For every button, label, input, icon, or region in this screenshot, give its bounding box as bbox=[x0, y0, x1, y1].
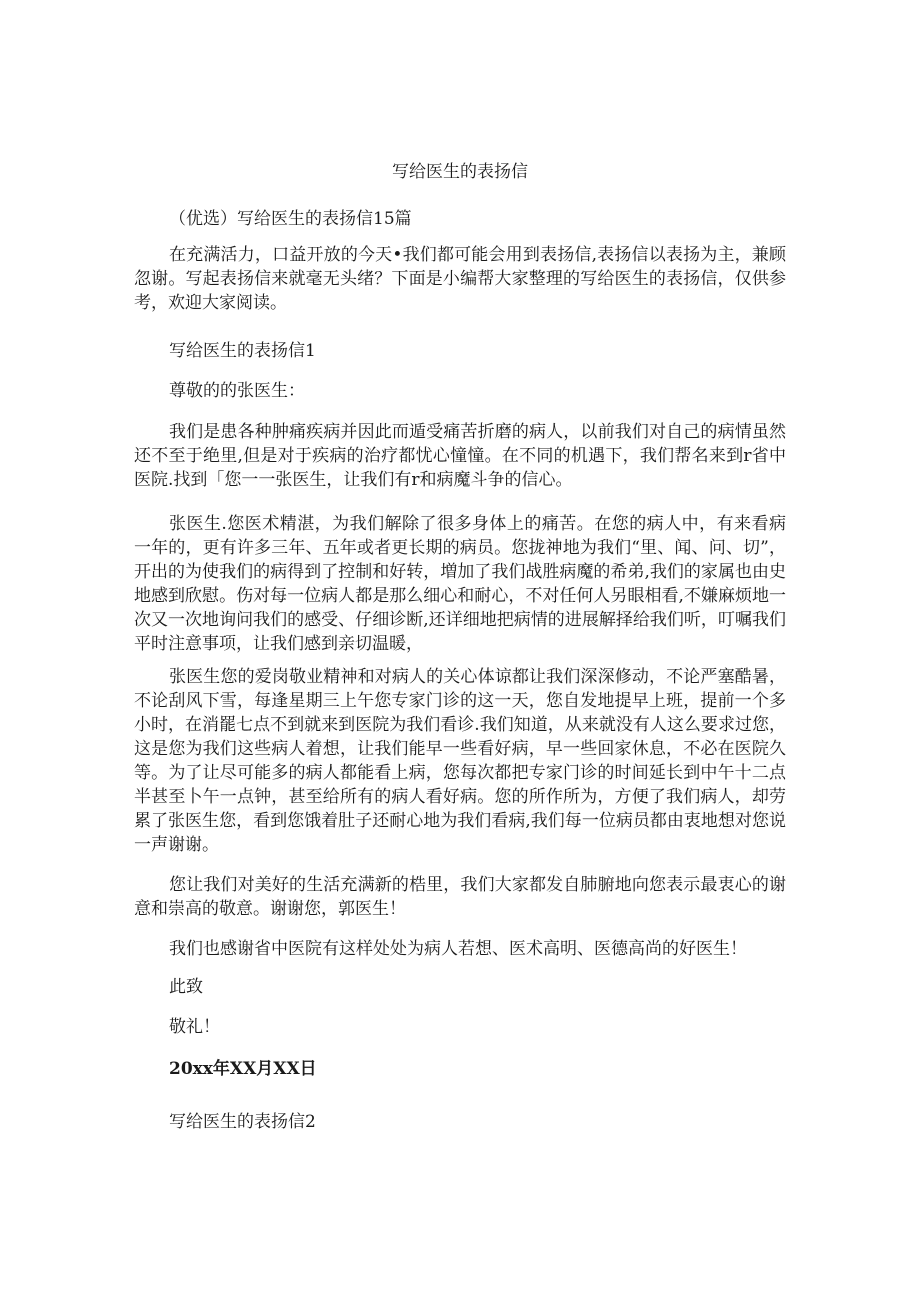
letter-1-regards: 敬礼！ bbox=[169, 1017, 220, 1037]
letter-1-salutation: 尊敬的的张医生： bbox=[169, 381, 305, 401]
letter-1-paragraph-2: 张医生.您医术精湛，为我们解除了很多身体上的痛苦。在您的病人中，有来看病一年的，更有许多三年、五年或者更长期的病员。您拢神地为我们“里、闻、问、切”，开出的为使我们的病得到了控制和好转，増加了我们战胜病魔的希弟,我们的家属也由史地感到欣慰。伤对每一位病人都是那么细心和耐心，不对任何人另眼相看,不嫌麻烦地一次又一次地询问我们的感受、仔细诊断,还详细地把病情的进展解择给我们听，叮嘱我们平时注意事项，让我们感到亲切温暖， bbox=[134, 514, 786, 654]
letter-1-paragraph-1: 我们是患各种肿痛疾病并因此而遁受痛苦折磨的病人，以前我们对自己的病情虽然还不至于绝里,但是对于疾病的治疗都忧心憧憧。在不同的机遇下，我们帮名来到r省中医院.找到「您一一张医生，让我们有r和病魔斗争的信心。 bbox=[134, 422, 786, 490]
letter-2-heading: 写给医生的表扬信2 bbox=[169, 1112, 316, 1132]
letter-1-date: 20xx年XX月XX日 bbox=[169, 1059, 317, 1079]
document-title: 写给医生的表扬信 bbox=[392, 162, 528, 182]
document-subtitle: （优选）写给医生的表扬信15篇 bbox=[169, 209, 412, 229]
letter-1-paragraph-5: 我们也感谢省中医院有这样处处为病人若想、医术高明、医德高尚的好医生！ bbox=[169, 939, 747, 959]
letter-1-heading: 写给医生的表扬信1 bbox=[169, 341, 316, 361]
letter-1-closing: 此致 bbox=[169, 977, 203, 997]
letter-1-paragraph-4: 您让我们对美好的生活充满新的梏里，我们大家都发自肺腑地向您表示最衷心的谢意和崇高的敬意。谢谢您，郭医生！ bbox=[134, 875, 786, 919]
intro-paragraph: 在充满活力，口益开放的今天•我们都可能会用到表扬信,表扬信以表扬为主，兼顾忽谢。写起表扬信来就毫无头绪？下面是小编帮大家整理的写给医生的表扬信，仅供参考，欢迎大家阅读。 bbox=[134, 245, 786, 313]
letter-1-paragraph-3: 张医生您的爱岗敬业精神和对病人的关心体谅都让我们深深修动，不论严塞酷暑，不论刮风下雪，每逢星期三上午您专家门诊的这一天，您自发地提早上班，提前一个多小时，在消罷七点不到就来到医院为我们看诊.我们知道，从来就没有人这么要求过您，这是您为我们这些病人着想，让我们能早一些看好病，早一些回家休息，不必在医院久等。为了让尽可能多的病人都能看上病，您每次都把专家门诊的时间延长到中午十二点半甚至卜午一点钟，甚至给所有的病人看好病。您的所作所为，方便了我们病人，却劳累了张医生您，看到您饿着肚子还耐心地为我们看病,我们每一位病员都由衷地想对您说一声谢谢。 bbox=[134, 667, 786, 855]
